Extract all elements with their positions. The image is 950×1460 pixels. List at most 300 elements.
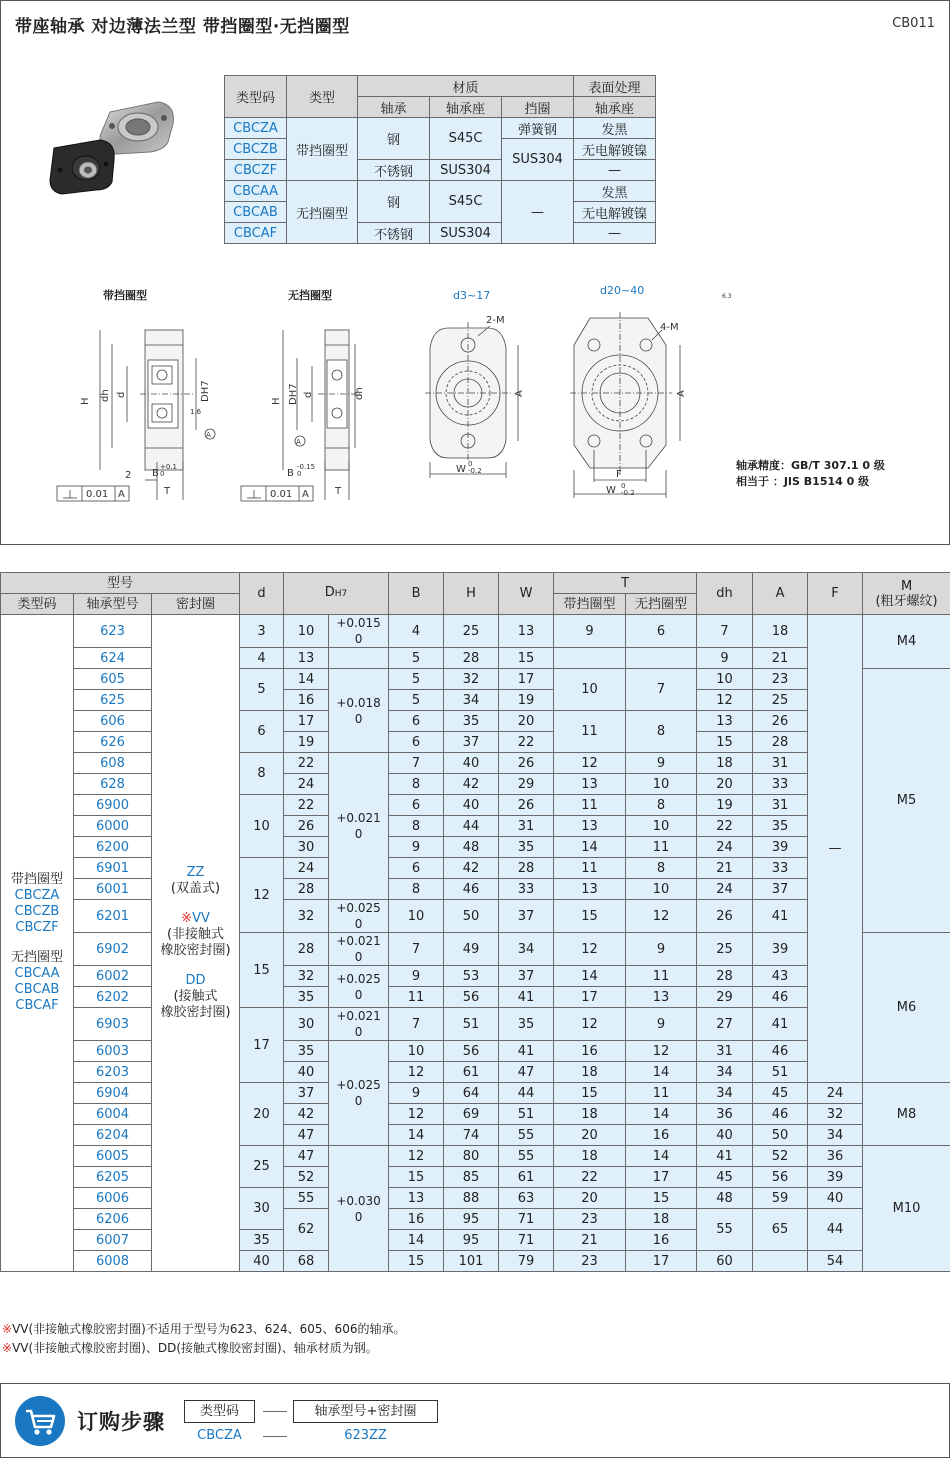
cell-dh: 48 xyxy=(697,1188,753,1209)
cell-T-with: 10 xyxy=(554,669,626,711)
cell-A: 26 xyxy=(753,711,808,732)
footnote-2: ※VV(非接触式橡胶密封圈)、DD(接触式橡胶密封圈)、轴承材质为钢。 xyxy=(2,1341,378,1355)
cell-W: 61 xyxy=(499,1167,554,1188)
table-row xyxy=(1,1083,950,1104)
cell-M: M8 xyxy=(863,1083,950,1146)
cell-W: 22 xyxy=(499,732,554,753)
cell-d: 4 xyxy=(240,648,284,669)
bearing-model: 625 xyxy=(74,690,152,711)
mat-type: 带挡圈型 xyxy=(287,118,358,181)
mat-ring: 弹簧钢 xyxy=(502,118,574,139)
cell-D-tolerance xyxy=(329,648,389,669)
cell-D: 19 xyxy=(284,732,329,753)
bearing-model: 6202 xyxy=(74,987,152,1008)
cell-A: 25 xyxy=(753,690,808,711)
cell-D: 42 xyxy=(284,1104,329,1125)
cell-T-without: 9 xyxy=(626,753,697,774)
cell-dh: 60 xyxy=(697,1251,753,1272)
cell-D: 17 xyxy=(284,711,329,732)
cell-H: 88 xyxy=(444,1188,499,1209)
cell-A: 28 xyxy=(753,732,808,753)
cell-D: 52 xyxy=(284,1167,329,1188)
cell-dh: 20 xyxy=(697,774,753,795)
bearing-model: 6000 xyxy=(74,816,152,837)
cell-T-with: 23 xyxy=(554,1209,626,1230)
cell-A: 52 xyxy=(753,1146,808,1167)
order-box-type-code: 类型码 xyxy=(184,1400,255,1423)
header-W: W xyxy=(499,573,554,615)
cell-d: 15 xyxy=(240,933,284,1008)
cell-D: 37 xyxy=(284,1083,329,1104)
cell-T-with: 22 xyxy=(554,1167,626,1188)
cell-W: 20 xyxy=(499,711,554,732)
cell-W: 41 xyxy=(499,987,554,1008)
bearing-model: 6201 xyxy=(74,900,152,933)
cell-H: 51 xyxy=(444,1008,499,1041)
cell-dh: 15 xyxy=(697,732,753,753)
cell-M: M6 xyxy=(863,933,950,1083)
cell-H: 35 xyxy=(444,711,499,732)
table-row xyxy=(1,1104,950,1125)
svg-text:-0.15: -0.15 xyxy=(297,463,316,471)
cell-d: 8 xyxy=(240,753,284,795)
bearing-model: 6903 xyxy=(74,1008,152,1041)
cell-H: 48 xyxy=(444,837,499,858)
dim-h: H xyxy=(80,397,91,405)
cart-icon xyxy=(15,1396,65,1446)
table-row xyxy=(1,1146,950,1167)
cell-D-tolerance: +0.015 0 xyxy=(329,615,389,648)
cell-H: 42 xyxy=(444,774,499,795)
order-example-type-code: CBCZA xyxy=(197,1428,242,1443)
cell-T-without: 14 xyxy=(626,1062,697,1083)
cell-H: 56 xyxy=(444,987,499,1008)
bearing-model: 6902 xyxy=(74,933,152,966)
cell-T-without xyxy=(626,648,697,669)
cell-W: 13 xyxy=(499,615,554,648)
dim-b: B xyxy=(152,468,159,479)
cell-D: 14 xyxy=(284,669,329,690)
dim-2: 2 xyxy=(125,470,132,481)
table-row xyxy=(1,1167,950,1188)
cell-T-without: 17 xyxy=(626,1251,697,1272)
equiv-value: JIS B1514 0 级 xyxy=(783,475,870,488)
cell-D: 55 xyxy=(284,1188,329,1209)
cell-dh: 34 xyxy=(697,1062,753,1083)
cell-F: 44 xyxy=(808,1209,863,1251)
cell-B: 5 xyxy=(389,669,444,690)
cell-B: 7 xyxy=(389,753,444,774)
mat-header-bearing: 轴承 xyxy=(358,97,430,118)
cell-A: 59 xyxy=(753,1188,808,1209)
accuracy-value: GB/T 307.1 0 级 xyxy=(791,459,885,472)
order-dash xyxy=(263,1436,287,1437)
header-type-code: 类型码 xyxy=(1,594,74,615)
cell-T-with: 15 xyxy=(554,900,626,933)
header-M: M (粗牙螺纹) xyxy=(863,573,950,615)
cell-A: 56 xyxy=(753,1167,808,1188)
cell-W: 28 xyxy=(499,858,554,879)
type-cell: 带挡圈型 CBCZA CBCZB CBCZF 无挡圈型 CBCAA CBCAB CBCAF xyxy=(1,615,74,1272)
cell-W: 26 xyxy=(499,795,554,816)
cell-D: 24 xyxy=(284,774,329,795)
cell-F: 34 xyxy=(808,1125,863,1146)
bearing-model: 626 xyxy=(74,732,152,753)
dim-t: T xyxy=(164,486,171,497)
cell-A: 51 xyxy=(753,1062,808,1083)
mat-header-ring: 挡圈 xyxy=(502,97,574,118)
table-row xyxy=(1,1251,950,1272)
cell-dh: 24 xyxy=(697,879,753,900)
drawing-front-large xyxy=(570,312,680,498)
svg-text:0: 0 xyxy=(468,460,473,468)
svg-text:DH7: DH7 xyxy=(288,383,299,405)
bearing-model: 6006 xyxy=(74,1188,152,1209)
header-H: H xyxy=(444,573,499,615)
mat-code: CBCZF xyxy=(225,160,287,181)
accuracy-note xyxy=(736,458,885,490)
cell-T-without: 10 xyxy=(626,774,697,795)
cell-B: 12 xyxy=(389,1104,444,1125)
cell-B: 9 xyxy=(389,1083,444,1104)
fig-label-d3-17: d3~17 xyxy=(453,289,491,302)
mat-bearing: 不锈钢 xyxy=(358,223,430,244)
cell-D-tolerance: +0.021 0 xyxy=(329,753,389,900)
cell-D: 35 xyxy=(284,987,329,1008)
cell-W: 47 xyxy=(499,1062,554,1083)
cell-d: 10 xyxy=(240,795,284,858)
bearing-model: 605 xyxy=(74,669,152,690)
cell-A: 37 xyxy=(753,879,808,900)
cell-T-with: 12 xyxy=(554,933,626,966)
cell-dh: 31 xyxy=(697,1041,753,1062)
cell-W: 26 xyxy=(499,753,554,774)
svg-text:B: B xyxy=(287,468,294,479)
table-row xyxy=(1,615,950,648)
order-example-bearing-seal: 623ZZ xyxy=(344,1428,387,1443)
header-d: d xyxy=(240,573,284,615)
cell-dh: 45 xyxy=(697,1167,753,1188)
cell-W: 71 xyxy=(499,1230,554,1251)
cell-B: 9 xyxy=(389,966,444,987)
cell-T-without: 10 xyxy=(626,879,697,900)
cell-H: 80 xyxy=(444,1146,499,1167)
mat-code: CBCAA xyxy=(225,181,287,202)
drawing-front-small xyxy=(425,322,518,478)
equiv-label: 相当于 ： xyxy=(736,475,784,488)
mat-ring: SUS304 xyxy=(502,139,574,181)
cell-T-with: 23 xyxy=(554,1251,626,1272)
mat-code: CBCAF xyxy=(225,223,287,244)
mat-surface: 无电解镀镍 xyxy=(574,202,656,223)
cell-dh: 41 xyxy=(697,1146,753,1167)
cell-H: 44 xyxy=(444,816,499,837)
table-row xyxy=(1,1125,950,1146)
bearing-model: 6901 xyxy=(74,858,152,879)
mat-header-type: 类型 xyxy=(287,76,358,118)
footnotes xyxy=(2,1320,405,1358)
cell-A: 41 xyxy=(753,900,808,933)
cell-D-tolerance: +0.018 0 xyxy=(329,669,389,753)
cell-T-without: 16 xyxy=(626,1230,697,1251)
cell-D-tolerance: +0.021 0 xyxy=(329,1008,389,1041)
cell-D: 47 xyxy=(284,1146,329,1167)
seal-cell: ZZ (双盖式) ※VV (非接触式 橡胶密封圈) DD (接触式 橡胶密封圈) xyxy=(152,615,240,1272)
cell-W: 15 xyxy=(499,648,554,669)
order-steps-panel xyxy=(0,1383,950,1458)
mat-surface: 无电解镀镍 xyxy=(574,139,656,160)
bearing-model: 6203 xyxy=(74,1062,152,1083)
dim-dh: dh xyxy=(100,389,111,402)
cell-H: 53 xyxy=(444,966,499,987)
cell-T-without: 15 xyxy=(626,1188,697,1209)
cell-A: 21 xyxy=(753,648,808,669)
cell-B: 14 xyxy=(389,1230,444,1251)
cell-dh: 13 xyxy=(697,711,753,732)
order-dash xyxy=(263,1411,287,1412)
cell-B: 9 xyxy=(389,837,444,858)
cell-dh: 25 xyxy=(697,933,753,966)
cell-A: 50 xyxy=(753,1125,808,1146)
header-D: DH7 xyxy=(284,573,389,615)
cell-W: 37 xyxy=(499,966,554,987)
cell-T-with: 14 xyxy=(554,837,626,858)
mat-surface: 发黑 xyxy=(574,181,656,202)
bearing-model: 6904 xyxy=(74,1083,152,1104)
dimension-table xyxy=(0,572,950,1272)
cell-T-without: 16 xyxy=(626,1125,697,1146)
fig-label-with-ring: 带挡圈型 xyxy=(103,289,147,302)
cell-H: 50 xyxy=(444,900,499,933)
mat-type: 无挡圈型 xyxy=(287,181,358,244)
cell-W: 41 xyxy=(499,1041,554,1062)
cell-A: 18 xyxy=(753,615,808,648)
cell-T-with xyxy=(554,648,626,669)
bearing-model: 628 xyxy=(74,774,152,795)
cell-B: 12 xyxy=(389,1062,444,1083)
cell-T-without: 17 xyxy=(626,1167,697,1188)
bearing-model: 6200 xyxy=(74,837,152,858)
cell-A: 41 xyxy=(753,1008,808,1041)
bearing-model: 6206 xyxy=(74,1209,152,1230)
cell-T-without: 11 xyxy=(626,1083,697,1104)
cell-B: 4 xyxy=(389,615,444,648)
header-T-with: 带挡圈型 xyxy=(554,594,626,615)
cell-dh: 26 xyxy=(697,900,753,933)
cell-A: 46 xyxy=(753,987,808,1008)
cell-M: M10 xyxy=(863,1146,950,1272)
cell-T-with: 16 xyxy=(554,1041,626,1062)
cell-F: 40 xyxy=(808,1188,863,1209)
cell-B: 7 xyxy=(389,1008,444,1041)
cell-H: 25 xyxy=(444,615,499,648)
dim-d: d xyxy=(116,391,127,398)
cell-B: 15 xyxy=(389,1167,444,1188)
cell-T-with: 12 xyxy=(554,753,626,774)
rough-16: 1.6 xyxy=(190,408,202,416)
cell-T-without: 11 xyxy=(626,837,697,858)
cell-W: 55 xyxy=(499,1146,554,1167)
mat-housing: SUS304 xyxy=(430,223,502,244)
header-bearing-model: 轴承型号 xyxy=(74,594,152,615)
cell-d: 17 xyxy=(240,1008,284,1083)
cell-B: 10 xyxy=(389,1041,444,1062)
cell-dh: 29 xyxy=(697,987,753,1008)
header-F: F xyxy=(808,573,863,615)
mat-bearing: 钢 xyxy=(358,118,430,160)
cell-F: 32 xyxy=(808,1104,863,1125)
accuracy-label: 轴承精度： xyxy=(736,459,791,472)
cell-B: 11 xyxy=(389,987,444,1008)
mat-housing: S45C xyxy=(430,118,502,160)
cell-T-without: 14 xyxy=(626,1104,697,1125)
cell-H: 42 xyxy=(444,858,499,879)
cell-W: 37 xyxy=(499,900,554,933)
cell-B: 8 xyxy=(389,816,444,837)
svg-text:A: A xyxy=(302,489,309,500)
cell-W: 79 xyxy=(499,1251,554,1272)
datum-a: A xyxy=(206,431,211,439)
mat-header-housing2: 轴承座 xyxy=(574,97,656,118)
cell-D: 30 xyxy=(284,837,329,858)
cell-d: 5 xyxy=(240,669,284,711)
cell-D: 26 xyxy=(284,816,329,837)
cell-D-tolerance: +0.025 0 xyxy=(329,1041,389,1146)
cell-A: 23 xyxy=(753,669,808,690)
catalog-code: CB011 xyxy=(892,16,935,31)
cell-dh: 22 xyxy=(697,816,753,837)
footnote-1: ※VV(非接触式橡胶密封圈)不适用于型号为623、624、605、606的轴承。 xyxy=(2,1322,406,1336)
bearing-model: 6205 xyxy=(74,1167,152,1188)
cell-B: 6 xyxy=(389,711,444,732)
cell-H: 46 xyxy=(444,879,499,900)
header-T-without: 无挡圈型 xyxy=(626,594,697,615)
cell-D: 13 xyxy=(284,648,329,669)
header-seal: 密封圈 xyxy=(152,594,240,615)
header-model: 型号 xyxy=(1,573,240,594)
dim-dh7: DH7 xyxy=(200,380,211,402)
cell-D: 40 xyxy=(284,1062,329,1083)
cell-W: 33 xyxy=(499,879,554,900)
cell-d: 6 xyxy=(240,711,284,753)
cell-H: 28 xyxy=(444,648,499,669)
cell-B: 15 xyxy=(389,1251,444,1272)
cell-M: M4 xyxy=(863,615,950,669)
cell-dh: 10 xyxy=(697,669,753,690)
dim-w: W xyxy=(456,464,466,475)
cell-dh: 21 xyxy=(697,858,753,879)
rough-63: 6.3 xyxy=(722,293,732,300)
bearing-model: 6004 xyxy=(74,1104,152,1125)
svg-text:W: W xyxy=(606,485,616,496)
bearing-model: 6007 xyxy=(74,1230,152,1251)
cell-W: 34 xyxy=(499,933,554,966)
svg-text:0.01: 0.01 xyxy=(270,489,293,500)
cell-T-without: 12 xyxy=(626,1041,697,1062)
mat-header-housing: 轴承座 xyxy=(430,97,502,118)
cell-F: 24 xyxy=(808,1083,863,1104)
cell-D: 24 xyxy=(284,858,329,879)
cell-W: 63 xyxy=(499,1188,554,1209)
cell-d: 12 xyxy=(240,858,284,933)
cell-B: 8 xyxy=(389,879,444,900)
mat-code: CBCAB xyxy=(225,202,287,223)
cell-T-with: 17 xyxy=(554,987,626,1008)
cell-H: 37 xyxy=(444,732,499,753)
cell-A: 45 xyxy=(753,1083,808,1104)
cell-A: 39 xyxy=(753,837,808,858)
cell-dh: 24 xyxy=(697,837,753,858)
cell-T-with: 14 xyxy=(554,966,626,987)
mat-code: CBCZA xyxy=(225,118,287,139)
order-title: 订购步骤 xyxy=(77,1410,165,1434)
fig-label-d20-40: d20~40 xyxy=(600,284,645,297)
bearing-model: 6204 xyxy=(74,1125,152,1146)
bearing-model: 6005 xyxy=(74,1146,152,1167)
cell-d: 25 xyxy=(240,1146,284,1188)
cell-H: 61 xyxy=(444,1062,499,1083)
cell-W: 31 xyxy=(499,816,554,837)
cell-A: 31 xyxy=(753,753,808,774)
cell-D: 28 xyxy=(284,879,329,900)
cell-dh: 7 xyxy=(697,615,753,648)
cell-H: 95 xyxy=(444,1230,499,1251)
cell-dh: 36 xyxy=(697,1104,753,1125)
cell-T-with: 13 xyxy=(554,879,626,900)
cell-T-with: 13 xyxy=(554,774,626,795)
cell-D: 62 xyxy=(284,1209,329,1251)
cell-B: 14 xyxy=(389,1125,444,1146)
cell-T-with: 11 xyxy=(554,711,626,753)
cell-T-with: 18 xyxy=(554,1146,626,1167)
cell-T-without: 8 xyxy=(626,858,697,879)
cell-D: 68 xyxy=(284,1251,329,1272)
mat-header-material: 材质 xyxy=(358,76,574,97)
dim-b-tol0: 0 xyxy=(160,470,165,478)
cell-dh: 34 xyxy=(697,1083,753,1104)
cell-D: 32 xyxy=(284,966,329,987)
bearing-model: 6900 xyxy=(74,795,152,816)
cell-dh: 27 xyxy=(697,1008,753,1041)
cell-W: 51 xyxy=(499,1104,554,1125)
bearing-model: 6001 xyxy=(74,879,152,900)
cell-dh: 19 xyxy=(697,795,753,816)
cell-D-tolerance: +0.025 0 xyxy=(329,966,389,1008)
cell-T-with: 9 xyxy=(554,615,626,648)
cell-B: 6 xyxy=(389,858,444,879)
svg-text:A: A xyxy=(296,438,301,446)
cell-M: M5 xyxy=(863,669,950,933)
dim-b-tol: +0.1 xyxy=(160,463,177,471)
cell-T-without: 12 xyxy=(626,900,697,933)
cell-F: 54 xyxy=(808,1251,863,1272)
cell-W: 71 xyxy=(499,1209,554,1230)
cell-B: 6 xyxy=(389,732,444,753)
cell-D: 22 xyxy=(284,795,329,816)
mat-surface: 发黑 xyxy=(574,118,656,139)
cell-H: 64 xyxy=(444,1083,499,1104)
cell-D-tolerance: +0.021 0 xyxy=(329,933,389,966)
cell-H: 101 xyxy=(444,1251,499,1272)
cell-H: 34 xyxy=(444,690,499,711)
fig-label-without-ring: 无挡圈型 xyxy=(288,289,332,302)
cell-d: 40 xyxy=(240,1251,284,1272)
cell-T-without: 9 xyxy=(626,1008,697,1041)
cell-D: 30 xyxy=(284,1008,329,1041)
svg-text:A: A xyxy=(676,390,687,397)
bearing-model: 6002 xyxy=(74,966,152,987)
cell-T-without: 10 xyxy=(626,816,697,837)
